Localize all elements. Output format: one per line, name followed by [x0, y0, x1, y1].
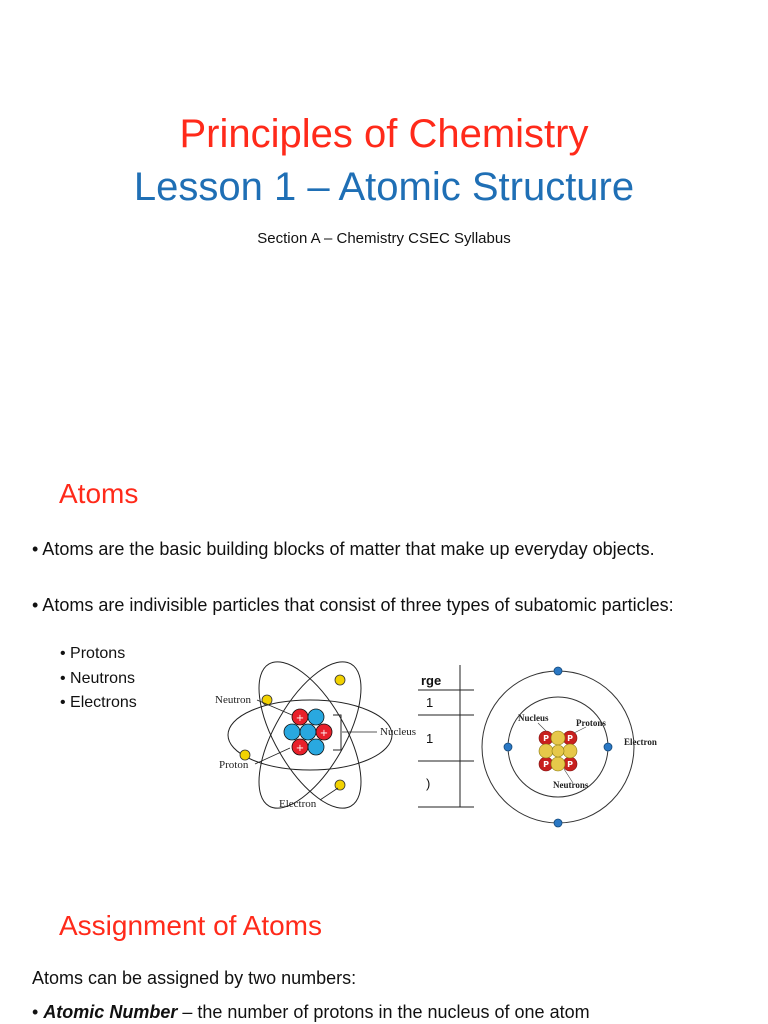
electron-particle	[554, 667, 562, 675]
electron-label: Electron	[624, 737, 657, 747]
neutron-particle	[551, 757, 565, 771]
proton-label: Proton	[219, 759, 249, 771]
nucleus-label: Nucleus	[518, 713, 549, 723]
neutron-label: Neutron	[215, 694, 252, 706]
neutron-particle	[563, 744, 577, 758]
atom-diagram-right	[478, 665, 668, 837]
atoms-bullet-1: • Atoms are the basic building blocks of matter that make up everyday objects.	[32, 539, 655, 559]
assignment-heading: Assignment of Atoms	[59, 910, 323, 941]
svg-text:+: +	[295, 743, 305, 754]
sub-bullet-neutrons: • Neutrons	[60, 670, 135, 687]
atom-diagram-left	[205, 660, 417, 815]
nucleus-label: Nucleus	[380, 726, 417, 738]
svg-text:P: P	[543, 734, 549, 743]
table-cell: )	[426, 776, 431, 791]
electron-particle	[335, 780, 345, 790]
atoms-bullet-2: • Atoms are indivisible particles that consist of three types of subatomic particles:	[32, 595, 674, 615]
neutron-particle	[300, 724, 316, 740]
slide-title: Principles of Chemistry	[179, 112, 589, 156]
assignment-intro: Atoms can be assigned by two numbers:	[32, 968, 357, 988]
lesson-title: Lesson 1 – Atomic Structure	[133, 165, 635, 209]
assignment-bullet-1: • Atomic Number – the number of protons in the nucleus of one atom	[32, 1002, 590, 1022]
sub-bullet-protons: • Protons	[60, 645, 126, 662]
svg-text:P: P	[543, 760, 549, 769]
electron-particle	[504, 743, 512, 751]
table-header-charge: rge	[421, 673, 442, 688]
electron-particle	[554, 819, 562, 827]
svg-text:P: P	[567, 760, 573, 769]
charge-table-fragment	[418, 665, 478, 810]
table-cell: 1	[426, 695, 434, 710]
neutron-particle	[284, 724, 300, 740]
neutron-particle	[308, 739, 324, 755]
svg-text:P: P	[567, 734, 573, 743]
sub-bullet-electrons: • Electrons	[60, 694, 137, 711]
atomic-number-definition: – the number of protons in the nucleus of one atom	[177, 1002, 590, 1022]
neutron-particle	[308, 709, 324, 725]
neutron-particle	[552, 745, 564, 757]
atoms-heading: Atoms	[59, 478, 139, 509]
electron-particle	[335, 675, 345, 685]
section-subtitle: Section A – Chemistry CSEC Syllabus	[257, 230, 511, 247]
table-cell: 1	[426, 731, 434, 746]
svg-text:+: +	[319, 728, 329, 739]
electron-particle	[262, 695, 272, 705]
protons-label: Protons	[576, 718, 606, 728]
neutron-particle	[551, 731, 565, 745]
neutrons-label: Neutrons	[553, 780, 589, 790]
svg-text:+: +	[295, 713, 305, 724]
electron-label: Electron	[279, 798, 317, 810]
neutron-particle	[539, 744, 553, 758]
atomic-number-term: Atomic Number	[43, 1002, 178, 1022]
electron-particle	[604, 743, 612, 751]
